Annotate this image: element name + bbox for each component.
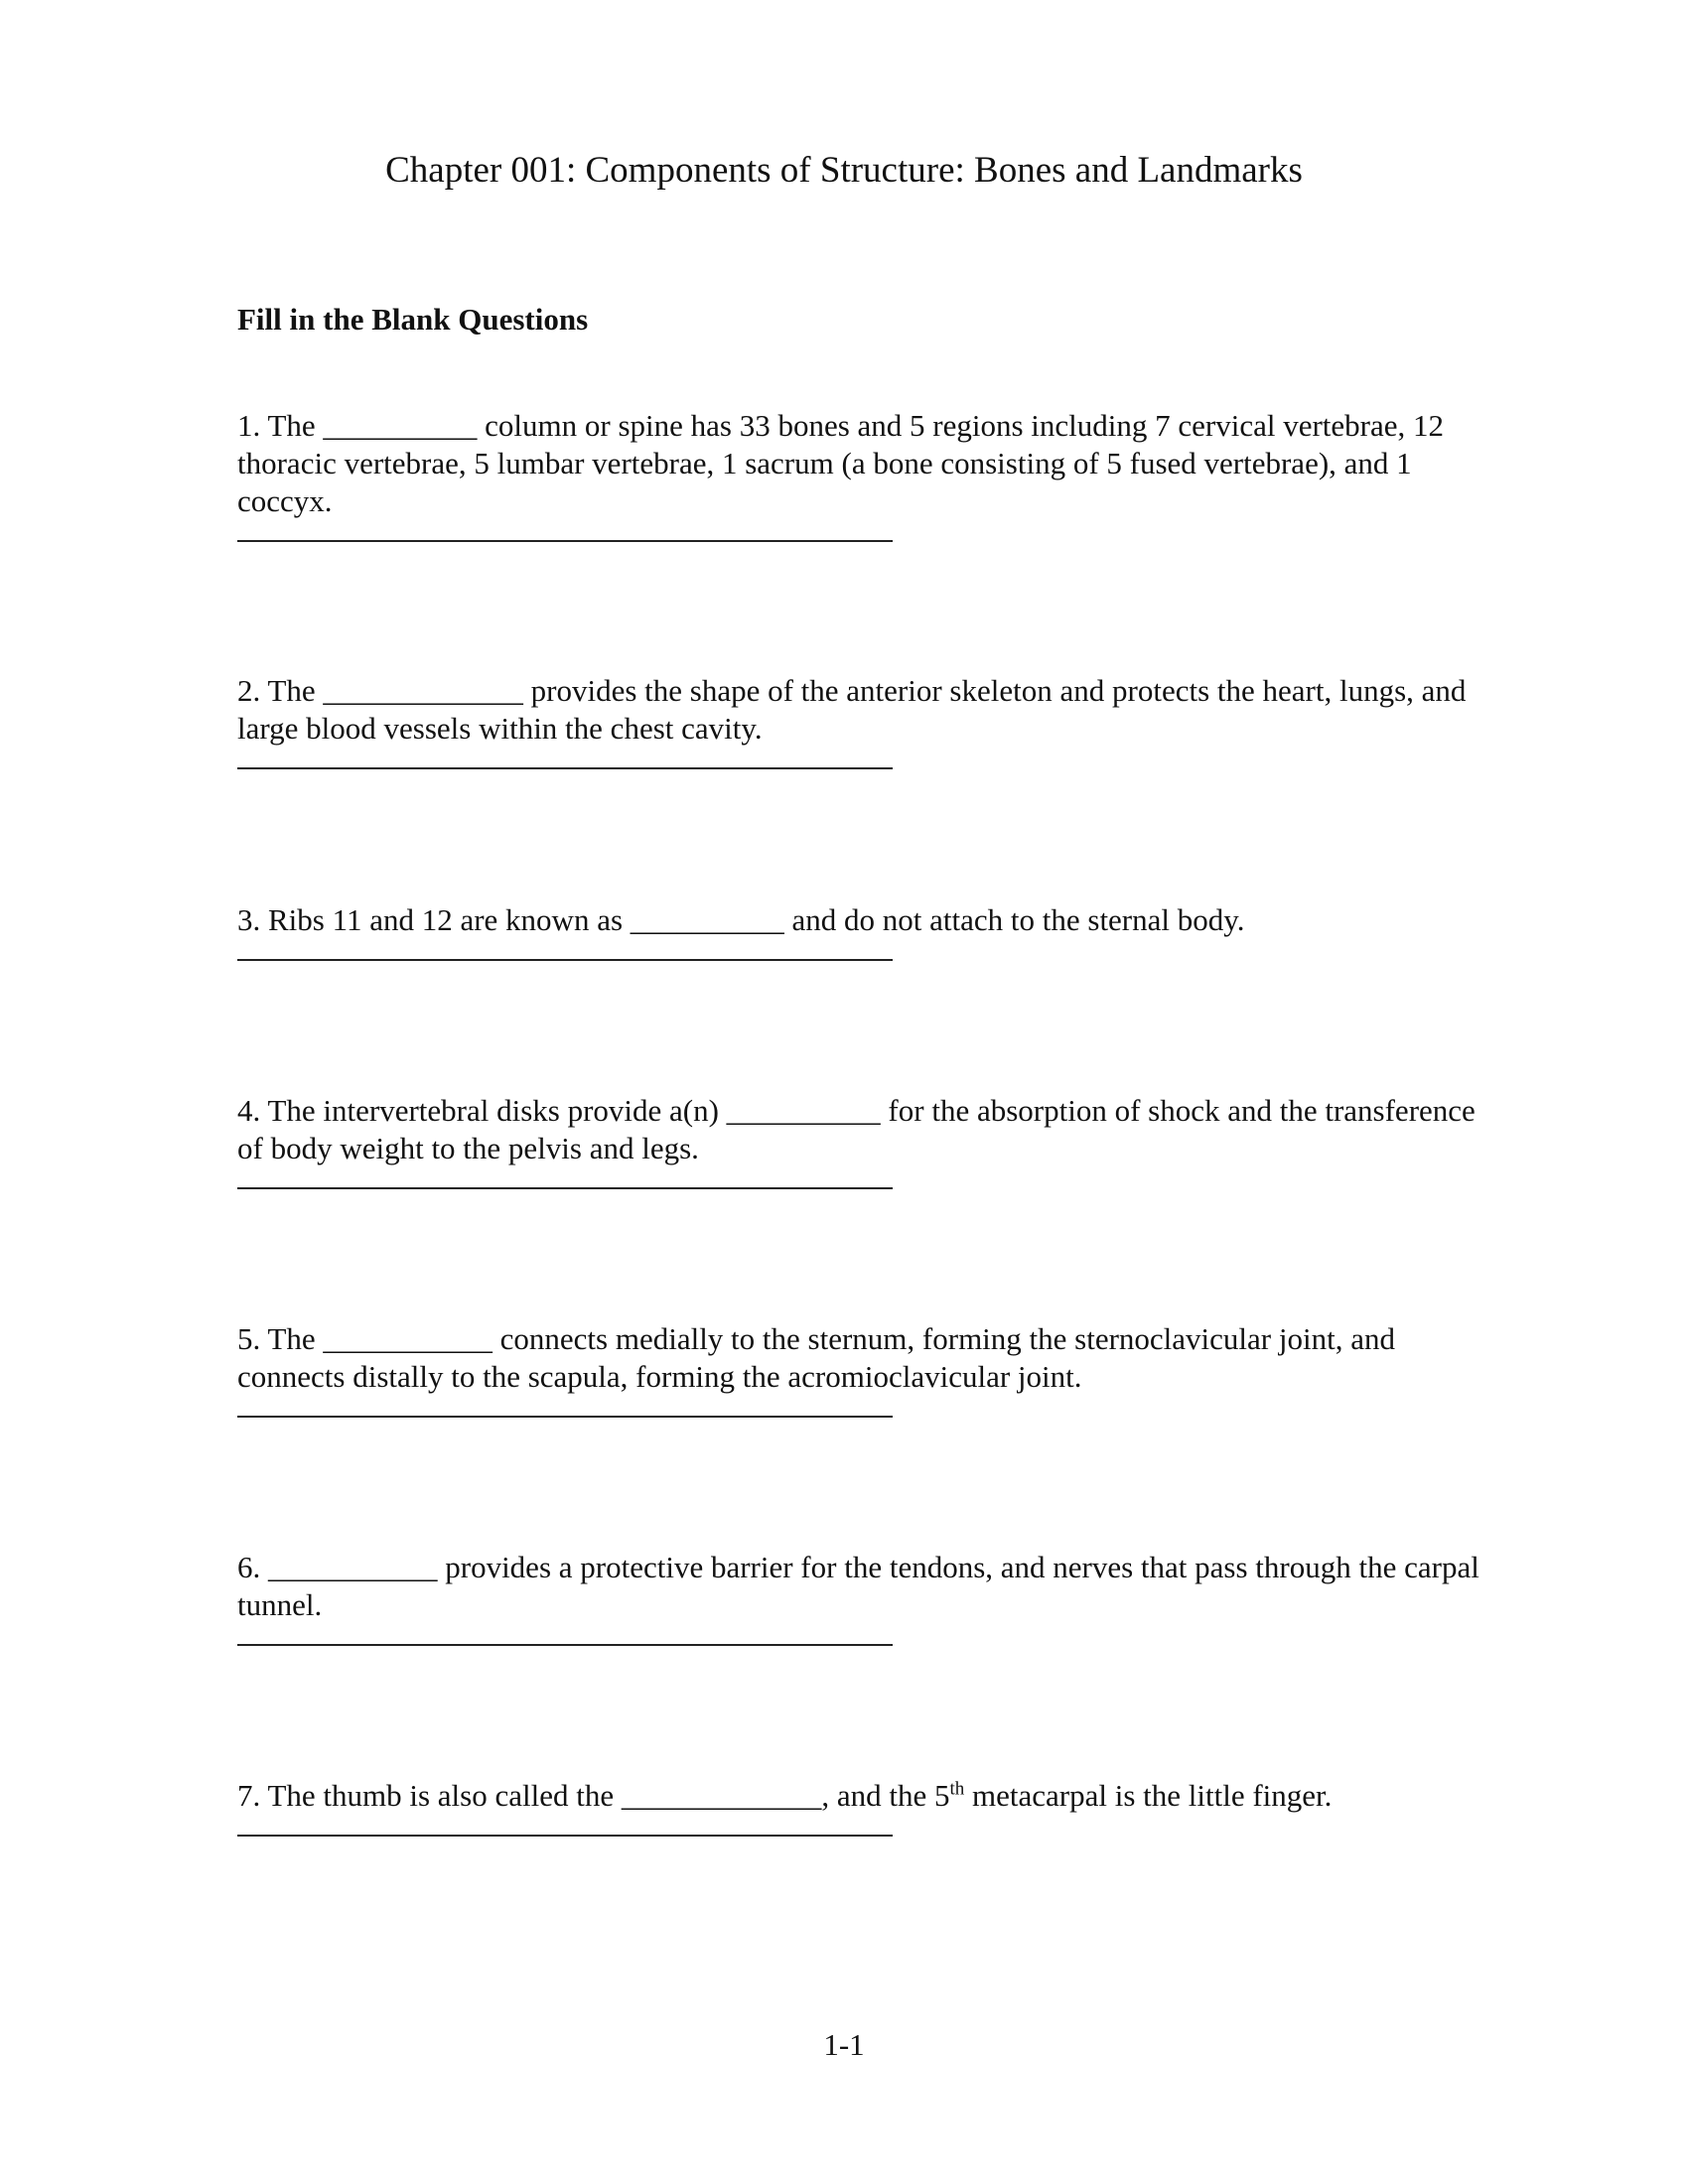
question-5 — [237, 1320, 1488, 1418]
page-title: Chapter 001: Components of Structure: Bones and Landmarks — [385, 150, 1303, 191]
ordinal-suffix: th — [949, 1778, 965, 1800]
question-text: 5. The ___________ connects medially to the sternum, forming the sternoclavicular joint, and connects distally to the scapula, forming the acromioclavicular joint. — [237, 1321, 1395, 1394]
question-6 — [237, 1549, 1488, 1646]
answer-line[interactable] — [237, 959, 893, 961]
question-text: 1. The __________ column or spine has 33 bones and 5 regions including 7 cervical vertebrae, 12 thoracic vertebrae, 5 lumbar vertebrae, 1 sacrum (a bone consisting of 5 fused vertebrae), and 1 coccyx. — [237, 408, 1445, 518]
answer-line[interactable] — [237, 1835, 893, 1837]
page-number: 1-1 — [823, 2027, 865, 2062]
question-2 — [237, 672, 1488, 769]
question-text: 4. The intervertebral disks provide a(n) __________ for the absorption of shock and the transference of body weight to the pelvis and legs. — [237, 1093, 1476, 1165]
question-text-end: metacarpal is the little finger. — [964, 1778, 1333, 1813]
question-7 — [237, 1777, 1488, 1837]
section-heading: Fill in the Blank Questions — [237, 302, 589, 337]
answer-line[interactable] — [237, 1416, 893, 1418]
question-text: 6. ___________ provides a protective barrier for the tendons, and nerves that pass through the carpal tunnel. — [237, 1550, 1479, 1622]
question-1 — [237, 407, 1488, 542]
question-text: 3. Ribs 11 and 12 are known as __________ and do not attach to the sternal body. — [237, 902, 1245, 937]
answer-line[interactable] — [237, 1644, 893, 1646]
answer-line[interactable] — [237, 767, 893, 769]
answer-line[interactable] — [237, 540, 893, 542]
question-text — [237, 1777, 1488, 1815]
question-3 — [237, 901, 1488, 961]
question-text-start: 7. The thumb is also called the _____________, and the 5 — [237, 1778, 950, 1813]
question-4 — [237, 1092, 1488, 1189]
question-text: 2. The _____________ provides the shape of the anterior skeleton and protects the heart, lungs, and large blood vessels within the chest cavity. — [237, 673, 1467, 746]
answer-line[interactable] — [237, 1187, 893, 1189]
